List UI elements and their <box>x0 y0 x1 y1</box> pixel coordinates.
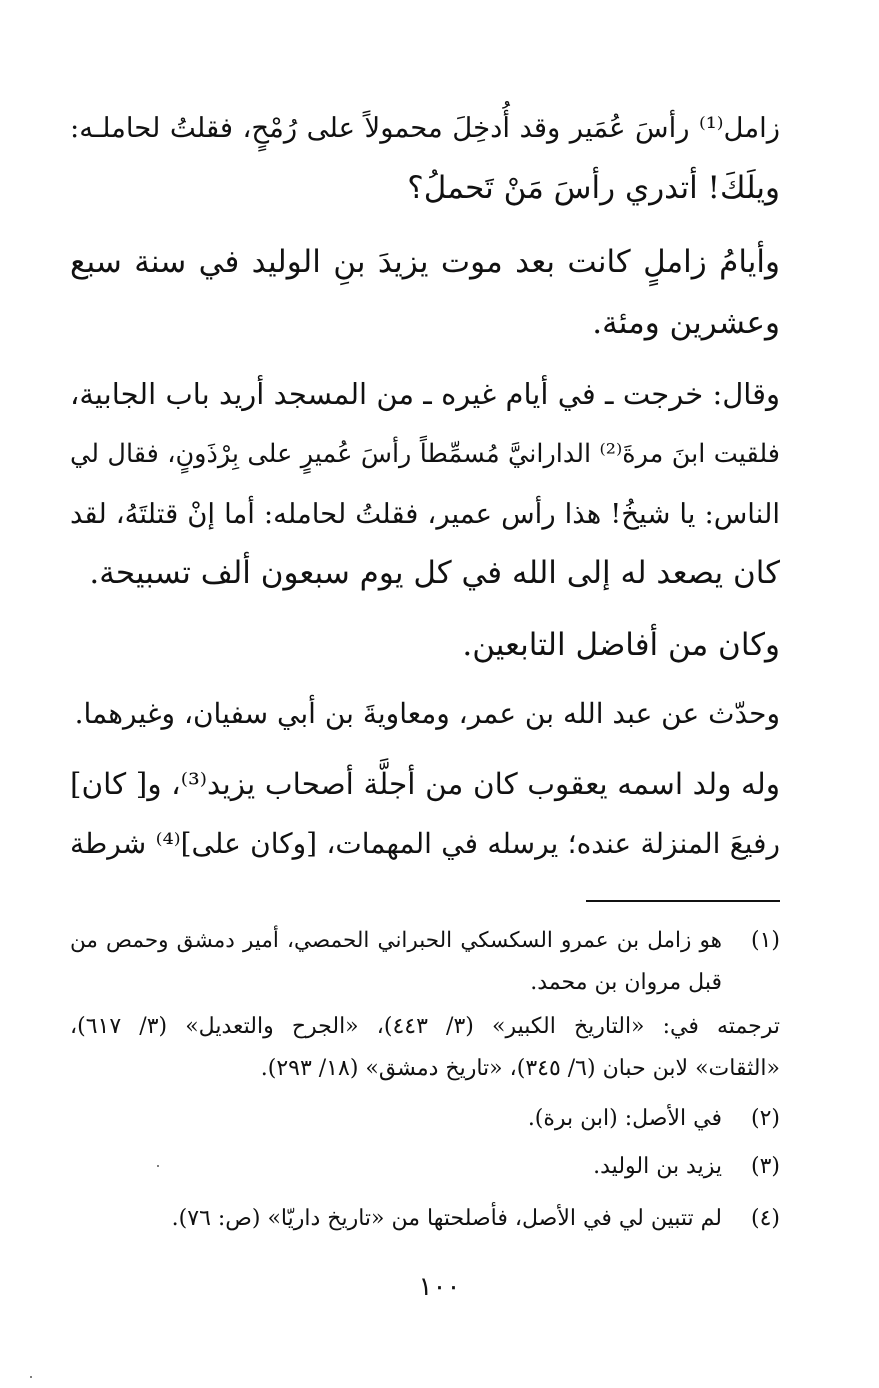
footnote-text: ترجمته في: «التاريخ الكبير» (٣/ ٤٤٣)، «الجرح والتعديل» (٣/ ٦١٧)، <box>70 1014 781 1039</box>
footnote-text: هو زامل بن عمرو السكسكي الحبراني الحمصي، أمير دمشق وحمص من <box>70 928 722 953</box>
footnote-4 <box>70 1204 780 1234</box>
body-line: الناس: يا شيخُ! هذا رأس عمير، فقلتُ لحامله: أما إنْ قتلتَهُ، لقد <box>70 498 780 530</box>
body-line: كان يصعد له إلى الله في كل يوم سبعون ألف تسبيحة. <box>89 555 780 591</box>
body-line: رفيعَ المنزلة عنده؛ يرسله في المهمات، [وكان على]⁽⁴⁾ شرطة <box>70 827 781 860</box>
body-line: وقال: خرجت ـ في أيام غيره ـ من المسجد أريد باب الجابية، <box>70 377 780 411</box>
footnote-number: (٤) <box>750 1206 780 1231</box>
scan-speck <box>30 1376 32 1378</box>
body-line: وله ولد اسمه يعقوب كان من أجلَّة أصحاب يزيد⁽³⁾، و[ كان] <box>70 767 781 801</box>
footnote-text: قبل مروان بن محمد. <box>530 970 722 995</box>
footnote-number: (١) <box>750 928 780 953</box>
body-line: ويلَكَ! أتدري رأسَ مَنْ تَحملُ؟ <box>407 170 780 206</box>
body-line: وعشرين ومئة. <box>592 305 780 341</box>
footnote-text: يزيد بن الوليد. <box>593 1154 722 1179</box>
body-line: وأيامُ زاملٍ كانت بعد موت يزيدَ بنِ الوليد في سنة سبع <box>70 244 780 280</box>
footnote-text: في الأصل: (ابن برة). <box>527 1106 722 1131</box>
footnote-number: (٣) <box>750 1154 780 1179</box>
footnote-1-continued <box>70 1012 780 1042</box>
footnote-1-continued <box>70 968 780 998</box>
scan-speck <box>157 1165 159 1167</box>
footnote-1-continued <box>70 1054 780 1084</box>
body-line: فلقيت ابنَ مرةَ⁽²⁾ الدارانيَّ مُسمِّطاً رأسَ عُميرٍ على بِرْذَونٍ، فقال لي <box>70 439 780 469</box>
footnote-separator <box>586 900 780 902</box>
footnote-3 <box>70 1152 780 1182</box>
page-number: ١٠٠ <box>418 1272 461 1302</box>
body-line: زامل⁽¹⁾ رأسَ عُمَير وقد أُدخِلَ محمولاً على رُمْحٍ، فقلتُ لحاملـه: <box>70 112 780 144</box>
body-line: وكان من أفاضل التابعين. <box>462 627 780 663</box>
footnote-2 <box>70 1104 780 1134</box>
footnote-number: (٢) <box>750 1106 780 1131</box>
body-line: وحدّث عن عبد الله بن عمر، ومعاويةَ بن أبي سفيان، وغيرهما. <box>74 697 780 730</box>
footnote-1 <box>70 926 780 956</box>
footnote-text: لم تتبين لي في الأصل، فأصلحتها من «تاريخ داريّا» (ص: ٧٦). <box>171 1206 722 1231</box>
footnote-text: «الثقات» لابن حبان (٦/ ٣٤٥)، «تاريخ دمشق» (١٨/ ٢٩٣). <box>260 1056 780 1081</box>
